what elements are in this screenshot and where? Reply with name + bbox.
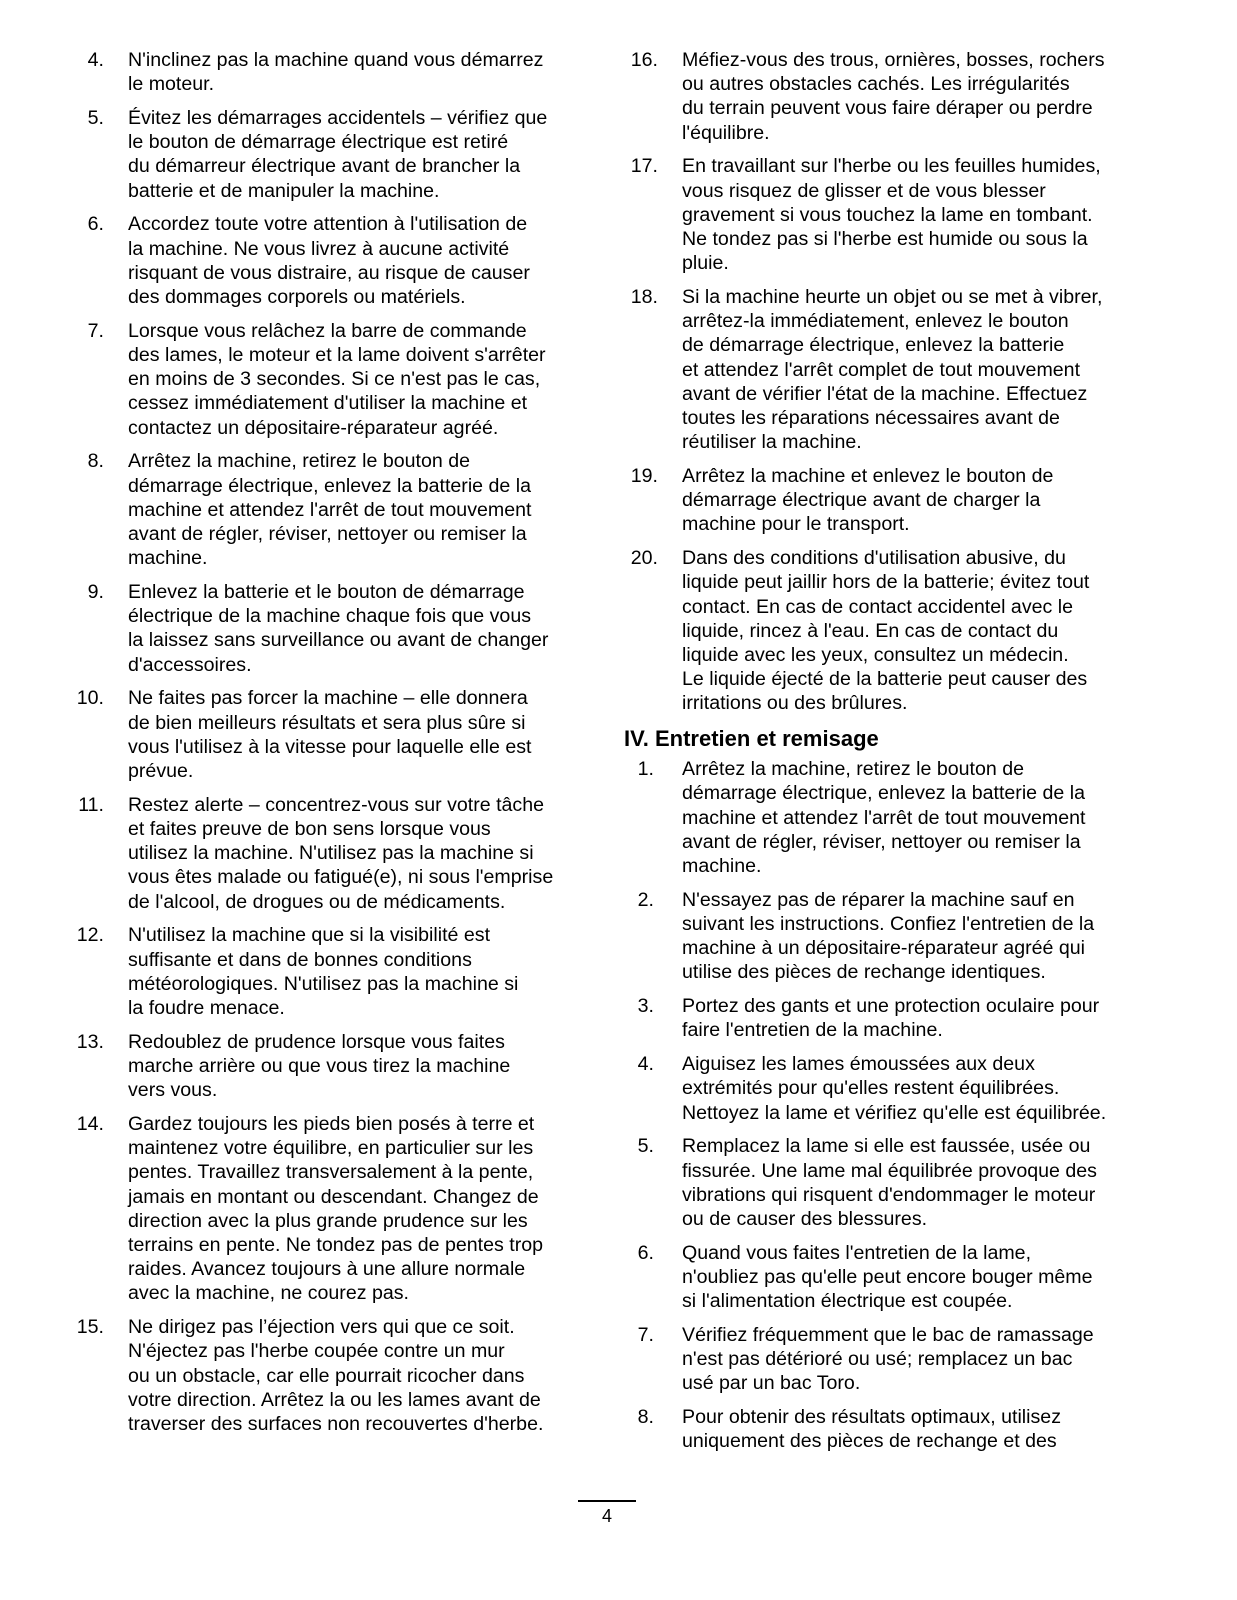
list-item — [622, 48, 1182, 145]
list-item — [622, 888, 1182, 985]
item-number: 1. — [637, 758, 654, 781]
item-number: 5. — [637, 1135, 654, 1158]
item-text: Arrêtez la machine, retirez le bouton de démarrage électrique, enlevez la batterie de la machine et attendez l'arrêt de tout mouvement avant de régler, réviser, nettoyer ou remiser la machine. — [128, 450, 532, 570]
item-text: Portez des gants et une protection oculaire pour faire l'entretien de la machine. — [682, 995, 1100, 1042]
item-text: Vérifiez fréquemment que le bac de ramassage n'est pas détérioré ou usé; remplacez un bac usé par un bac Toro. — [682, 1324, 1094, 1395]
item-number: 5. — [87, 107, 104, 129]
list-item — [622, 1323, 1182, 1396]
list-item — [622, 1052, 1182, 1125]
footer-rule — [578, 1500, 636, 1502]
item-text: Ne faites pas forcer la machine – elle donnera de bien meilleurs résultats et sera plus sûre si vous l'utilisez à la vitesse pour laquelle elle est prévue. — [128, 687, 532, 783]
item-text: Arrêtez la machine et enlevez le bouton de démarrage électrique avant de charger la machine pour le transport. — [682, 465, 1054, 536]
maintenance-list — [622, 757, 1182, 1453]
item-text: En travaillant sur l'herbe ou les feuilles humides, vous risquez de glisser et de vous blesser gravement si vous touchez la lame en tombant. Ne tondez pas si l'herbe est humide ou sous la pluie. — [682, 155, 1101, 275]
list-item — [622, 1134, 1182, 1231]
item-number: 14. — [76, 1113, 104, 1136]
item-number: 12. — [76, 924, 104, 947]
right-column — [622, 48, 1182, 1463]
list-item — [622, 285, 1182, 454]
item-number: 18. — [630, 286, 658, 309]
item-number: 15. — [76, 1316, 104, 1339]
item-number: 8. — [637, 1406, 654, 1429]
item-text: N'utilisez la machine que si la visibilité est suffisante et dans de bonnes conditions météorologiques. N'utilisez pas la machine si la foudre menace. — [128, 924, 519, 1020]
list-item — [68, 580, 608, 677]
list-item — [68, 319, 608, 440]
item-text: Restez alerte – concentrez-vous sur votre tâche et faites preuve de bon sens lorsque vous utilisez la machine. N'utilisez pas la machine si vous êtes malade ou fatigué(e), ni sous l'emprise de l'alcool, de drogues ou de médicaments. — [128, 793, 554, 913]
item-number: 19. — [630, 465, 658, 488]
list-item — [68, 793, 608, 914]
list-item — [622, 154, 1182, 275]
list-item — [68, 449, 608, 570]
item-number: 16. — [630, 49, 658, 71]
list-item — [68, 686, 608, 783]
section-heading: IV. Entretien et remisage — [624, 726, 879, 752]
item-number: 11. — [78, 793, 104, 816]
item-number: 13. — [76, 1030, 104, 1053]
item-text: Pour obtenir des résultats optimaux, utilisez uniquement des pièces de rechange et des — [682, 1406, 1061, 1453]
list-item — [622, 1405, 1182, 1453]
item-number: 7. — [87, 319, 104, 342]
list-item — [68, 212, 608, 309]
item-text: Dans des conditions d'utilisation abusive, du liquide peut jaillir hors de la batterie; évitez tout contact. En cas de contact accidentel avec le liquide, rincez à l'eau. En cas de contact du liquide avec les yeux, consultez un médecin. Le liquide éjecté de la batterie peut causer des irritations ou des brûlures. — [682, 547, 1090, 715]
item-text: Évitez les démarrages accidentels – vérifiez que le bouton de démarrage électrique est retiré du démarreur électrique avant de brancher la batterie et de manipuler la machine. — [128, 107, 548, 202]
item-text: Remplacez la lame si elle est faussée, usée ou fissurée. Une lame mal équilibrée provoque des vibrations qui risquent d'endommager le moteur ou de causer des blessures. — [682, 1135, 1097, 1231]
item-number: 3. — [637, 995, 654, 1018]
item-number: 9. — [87, 581, 104, 604]
safety-list-left — [68, 48, 608, 1436]
item-text: Redoublez de prudence lorsque vous faites marche arrière ou que vous tirez la machine vers vous. — [128, 1030, 511, 1102]
item-text: Lorsque vous relâchez la barre de commande des lames, le moteur et la lame doivent s'arrêter en moins de 3 secondes. Si ce n'est pas le cas, cessez immédiatement d'utiliser la machine et contactez un dépositaire-réparateur agréé. — [128, 319, 546, 439]
item-text: Quand vous faites l'entretien de la lame, n'oubliez pas qu'elle peut encore bouger même si l'alimentation électrique est coupée. — [682, 1241, 1093, 1313]
item-number: 20. — [630, 547, 658, 570]
item-text: Ne dirigez pas l’éjection vers qui que ce soit. N'éjectez pas l'herbe coupée contre un mur ou un obstacle, car elle pourrait ricocher dans votre direction. Arrêtez la ou les lames avant de traverser des surfaces non recouvertes d'herbe. — [128, 1316, 544, 1436]
item-number: 6. — [87, 213, 104, 236]
item-text: Aiguisez les lames émoussées aux deux extrémités pour qu'elles restent équilibrées. Nettoyez la lame et vérifiez qu'elle est équilibrée. — [682, 1053, 1107, 1124]
item-number: 4. — [637, 1053, 654, 1076]
list-item — [622, 1241, 1182, 1314]
item-text: Gardez toujours les pieds bien posés à terre et maintenez votre équilibre, en particulier sur les pentes. Travaillez transversalement à la pente, jamais en montant ou descendant. Changez de direction avec la plus grande prudence sur les terrains en pente. Ne tondez pas de pentes trop raides. Avancez toujours à une allure normale avec la machine, ne courez pas. — [128, 1113, 544, 1305]
item-number: 7. — [637, 1324, 654, 1347]
list-item — [68, 1112, 608, 1306]
left-column — [68, 48, 608, 1446]
list-item — [622, 757, 1182, 878]
list-item — [68, 106, 608, 203]
page-number: 4 — [601, 1506, 612, 1526]
item-text: Méfiez-vous des trous, ornières, bosses, rochers ou autres obstacles cachés. Les irrégularités du terrain peuvent vous faire déraper ou perdre l'équilibre. — [682, 49, 1105, 144]
list-item — [622, 994, 1182, 1042]
list-item — [622, 464, 1182, 537]
item-text: Accordez toute votre attention à l'utilisation de la machine. Ne vous livrez à aucune activité risquant de vous distraire, au risque de causer des dommages corporels ou matériels. — [128, 213, 530, 309]
list-item — [68, 1030, 608, 1103]
item-number: 17. — [630, 155, 658, 178]
item-number: 6. — [637, 1241, 654, 1264]
list-item — [68, 1315, 608, 1436]
safety-list-right — [622, 48, 1182, 716]
item-number: 8. — [87, 450, 104, 473]
item-text: Arrêtez la machine, retirez le bouton de démarrage électrique, enlevez la batterie de la machine et attendez l'arrêt de tout mouvement avant de régler, réviser, nettoyer ou remiser la machine. — [682, 758, 1086, 878]
item-number: 10. — [76, 687, 104, 710]
list-item — [622, 546, 1182, 715]
item-text: Enlevez la batterie et le bouton de démarrage électrique de la machine chaque fois que vous la laissez sans surveillance ou avant de changer d'accessoires. — [128, 581, 549, 676]
list-item — [68, 923, 608, 1020]
item-text: N'essayez pas de réparer la machine sauf en suivant les instructions. Confiez l'entretien de la machine à un dépositaire-réparateur agréé qui utilise des pièces de rechange identiques. — [682, 888, 1095, 984]
item-number: 4. — [87, 49, 104, 71]
item-number: 2. — [637, 888, 654, 911]
list-item — [68, 48, 608, 96]
item-text: N'inclinez pas la machine quand vous démarrez le moteur. — [128, 49, 544, 96]
item-text: Si la machine heurte un objet ou se met à vibrer, arrêtez-la immédiatement, enlevez le bouton de démarrage électrique, enlevez la batterie et attendez l'arrêt complet de tout mouvement avant de vérifier l'état de la machine. Effectuez toutes les réparations nécessaires avant de réutiliser la machine. — [682, 286, 1103, 454]
